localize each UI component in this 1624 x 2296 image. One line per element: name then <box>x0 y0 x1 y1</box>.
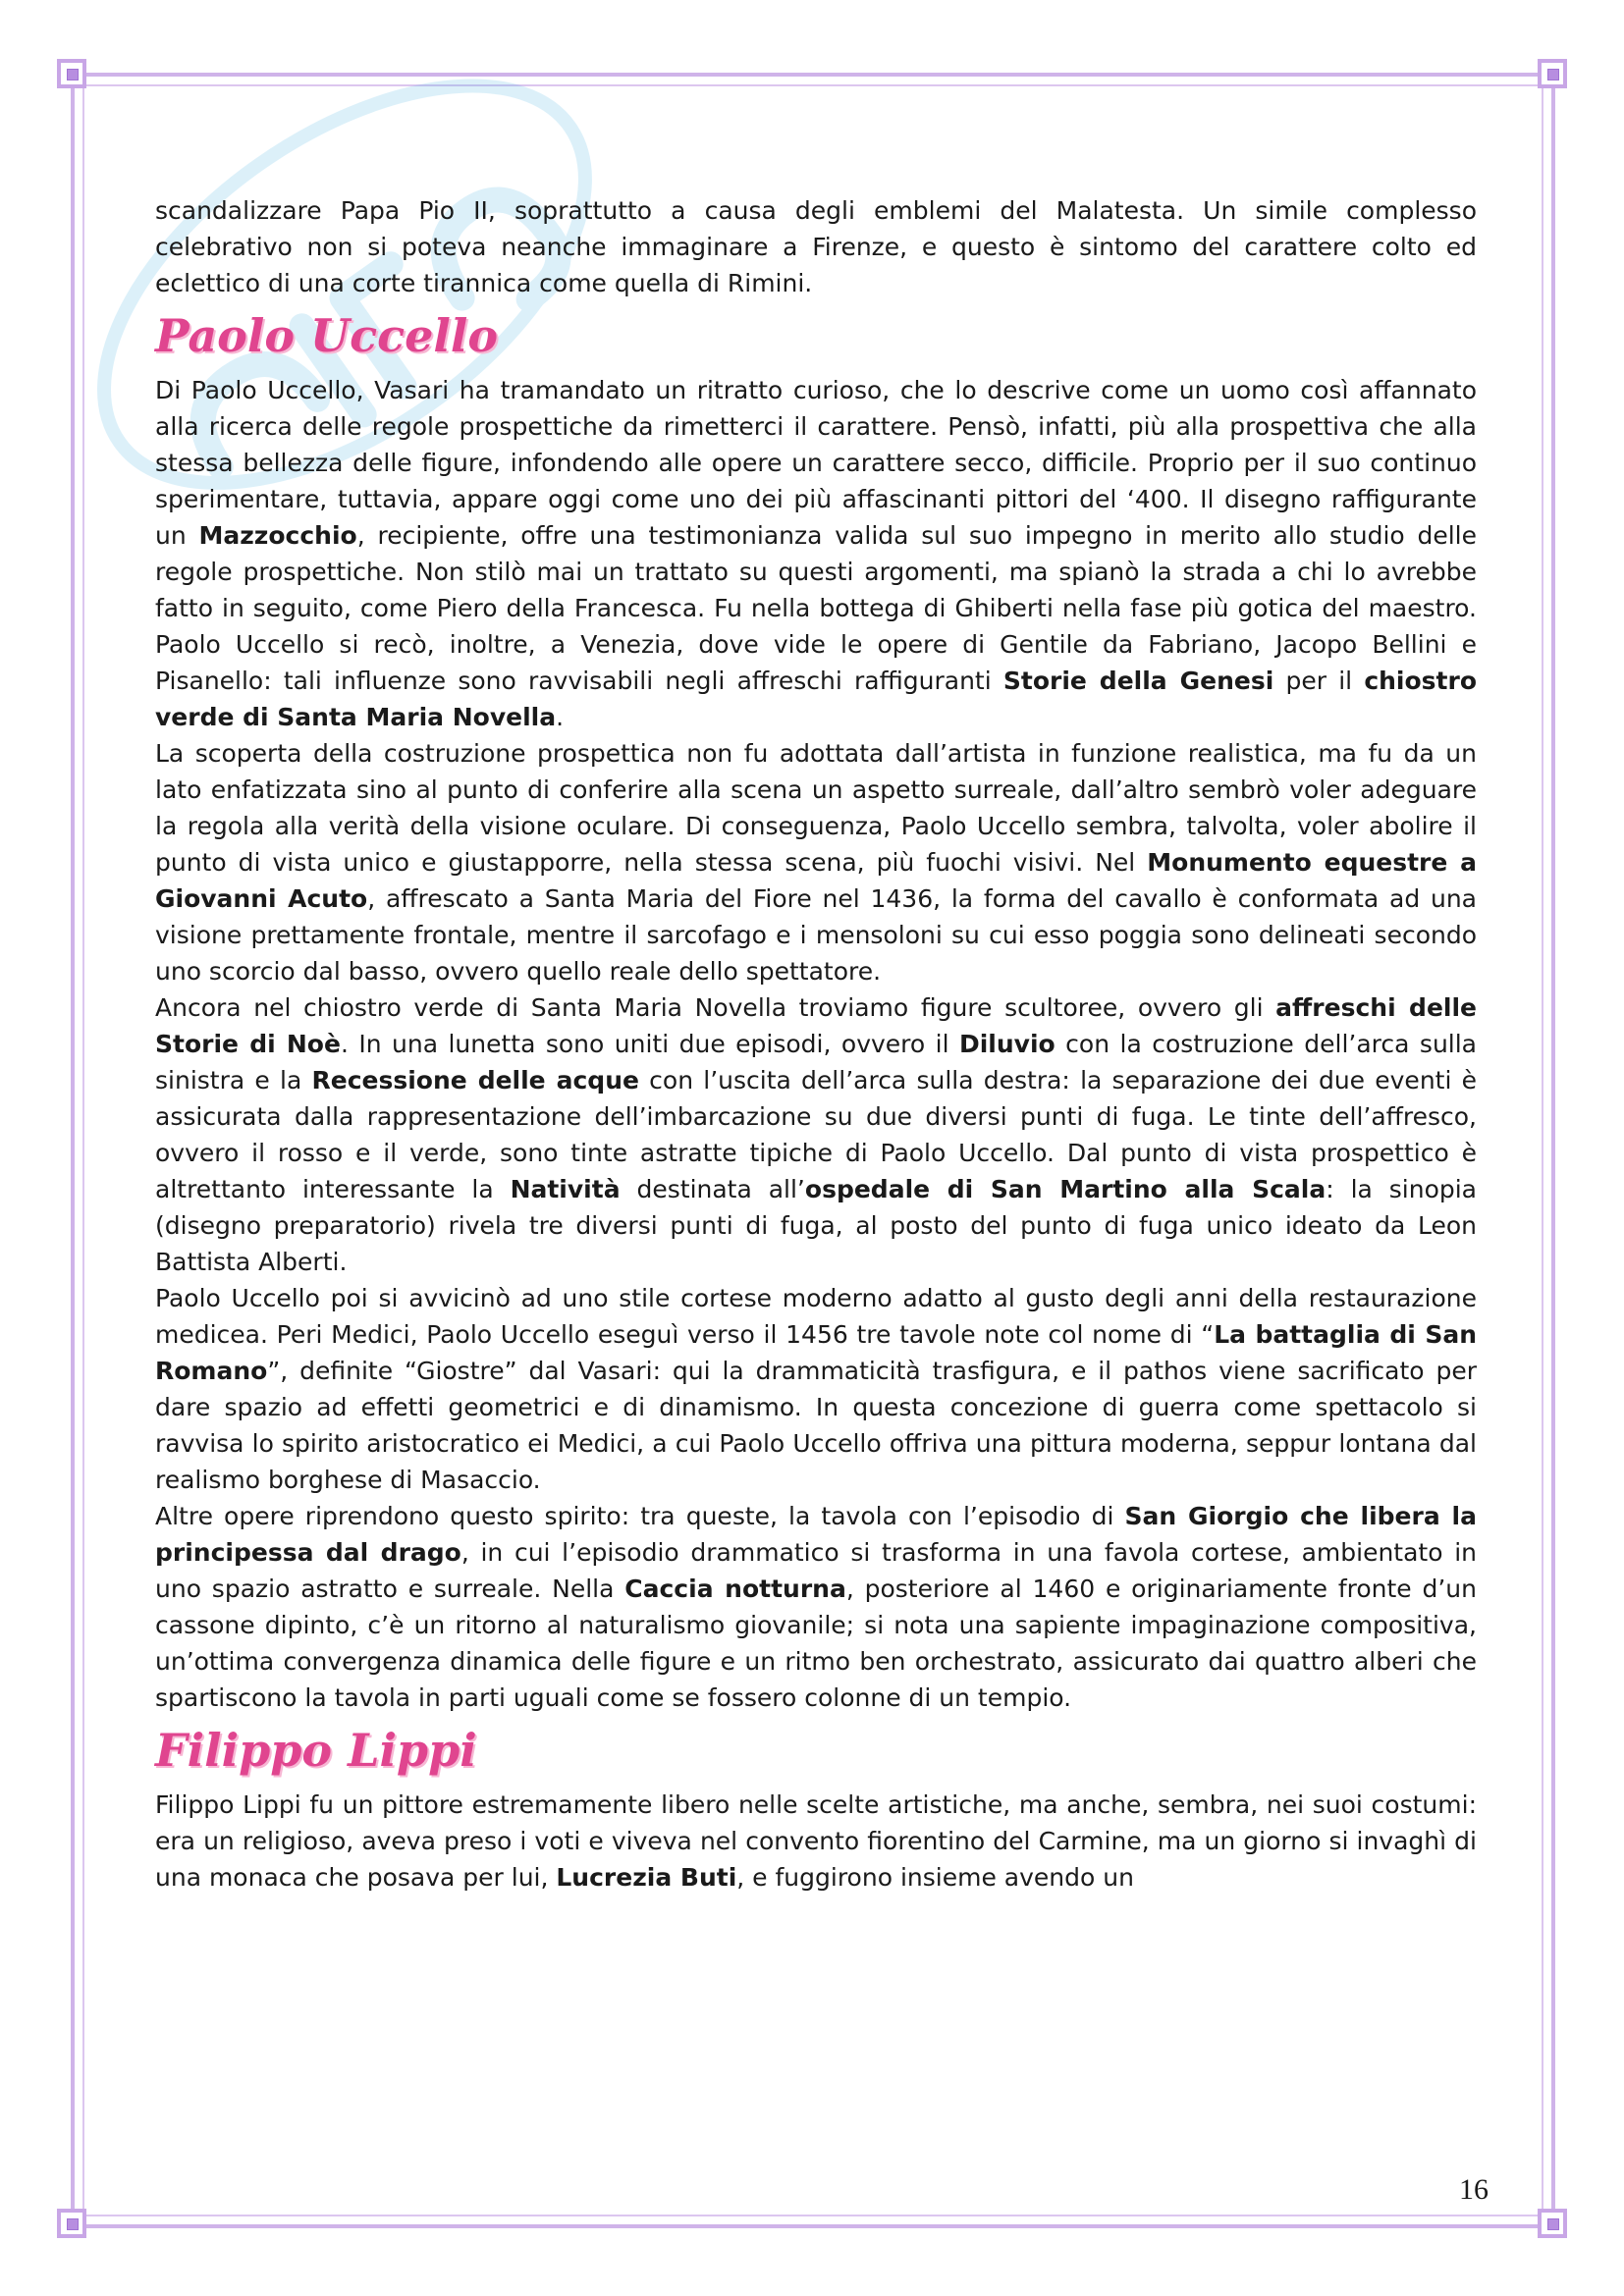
paragraph: Paolo Uccello poi si avvicinò ad uno stile cortese moderno adatto al gusto degli anni della restaurazione medicea. Peri Medici, Paolo Uccello eseguì verso il 1456 tre tavole note col nome di “La battaglia di San Romano”, definite “Giostre” dal Vasari: qui la drammaticità trasfigura, e il pathos viene sacrificato per dare spazio ad effetti geometrici e di dinamismo. In questa concezione di guerra come spettacolo si ravvisa lo spirito aristocratico ei Medici, a cui Paolo Uccello offriva una pittura moderna, seppur lontana dal realismo borghese di Masaccio. <box>155 1284 1477 1494</box>
frame-corner-ornament <box>57 59 86 88</box>
paragraph: Di Paolo Uccello, Vasari ha tramandato un ritratto curioso, che lo descrive come un uomo così affannato alla ricerca delle regole prospettiche da rimetterci il carattere. Pensò, infatti, più alla prospettiva che alla stessa bellezza delle figure, infondendo alle opere un carattere secco, difficile. Proprio per il suo continuo sperimentare, tuttavia, appare oggi come uno dei più affascinanti pittori del ‘400. Il disegno raffigurante un Mazzocchio, recipiente, offre una testimonianza valida sul suo impegno in merito allo studio delle regole prospettiche. Non stilò mai un trattato su questi argomenti, ma spianò la strada a chi lo avrebbe fatto in seguito, come Piero della Francesca. Fu nella bottega di Ghiberti nella fase più gotica del maestro. Paolo Uccello si recò, inoltre, a Venezia, dove vide le opere di Gentile da Fabriano, Jacopo Bellini e Pisanello: tali influenze sono ravvisabili negli affreschi raffiguranti Storie della Genesi per il chiostro verde di Santa Maria Novella. <box>155 376 1478 731</box>
paragraph: Ancora nel chiostro verde di Santa Maria Novella troviamo figure scultoree, ovvero gli affreschi delle Storie di Noè. In una lunetta sono uniti due episodi, ovvero il Diluvio con la costruzione dell’arca sulla sinistra e la Recessione delle acque con l’uscita dell’arca sulla destra: la separazione dei due eventi è assicurata dalla rappresentazione dell’imbarcazione su due diversi punti di fuga. Le tinte dell’affresco, ovvero il rosso e il verde, sono tinte astratte tipiche di Paolo Uccello. Dal punto di vista prospettico è altrettanto interessante la Natività destinata all’ospedale di San Martino alla Scala: la sinopia (disegno preparatorio) rivela tre diversi punti di fuga, al posto del punto di fuga unico ideato da Leon Battista Alberti. <box>155 993 1477 1276</box>
section-heading-paolo-uccello: Paolo Uccello <box>155 309 499 362</box>
frame-corner-ornament <box>1538 2209 1567 2238</box>
paragraph: Filippo Lippi fu un pittore estremamente libero nelle scelte artistiche, ma anche, sembra, nei suoi costumi: era un religioso, aveva preso i voti e viveva nel convento fiorentino del Carmine, ma un giorno si invaghì di una monaca che posava per lui, Lucrezia Buti, e fuggirono insieme avendo un <box>155 1790 1477 1892</box>
intro-paragraph: scandalizzare Papa Pio II, soprattutto a causa degli emblemi del Malatesta. Un simile complesso celebrativo non si poteva neanche immaginare a Firenze, e questo è sintomo del carattere colto ed eclettico di una corte tirannica come quella di Rimini. <box>155 196 1477 297</box>
frame-corner-ornament <box>57 2209 86 2238</box>
document-body <box>155 192 1477 1896</box>
paragraph: La scoperta della costruzione prospettica non fu adottata dall’artista in funzione realistica, ma fu da un lato enfatizzata sino al punto di conferire alla scena un aspetto surreale, dall’altro sembrò voler adeguare la regola alla verità della visione oculare. Di conseguenza, Paolo Uccello sembra, talvolta, voler abolire il punto di vista unico e giustapporre, nella stessa scena, più fuochi visivi. Nel Monumento equestre a Giovanni Acuto, affrescato a Santa Maria del Fiore nel 1436, la forma del cavallo è conformata ad una visione prettamente frontale, mentre il sarcofago e i mensoloni su cui esso poggia sono delineati secondo uno scorcio dal basso, ovvero quello reale dello spettatore. <box>155 739 1477 986</box>
section-heading-filippo-lippi: Filippo Lippi <box>155 1724 477 1777</box>
paragraph: Altre opere riprendono questo spirito: tra queste, la tavola con l’episodio di San Giorgio che libera la principessa dal drago, in cui l’episodio drammatico si trasforma in una favola cortese, ambientato in uno spazio astratto e surreale. Nella Caccia notturna, posteriore al 1460 e originariamente fronte d’un cassone dipinto, c’è un ritorno al naturalismo giovanile; si nota una sapiente impaginazione compositiva, un’ottima convergenza dinamica delle figure e un ritmo ben orchestrato, assicurato dai quattro alberi che spartiscono la tavola in parti uguali come se fossero colonne di un tempio. <box>155 1502 1478 1712</box>
page-number: 16 <box>1459 2173 1489 2206</box>
frame-corner-ornament <box>1538 59 1567 88</box>
